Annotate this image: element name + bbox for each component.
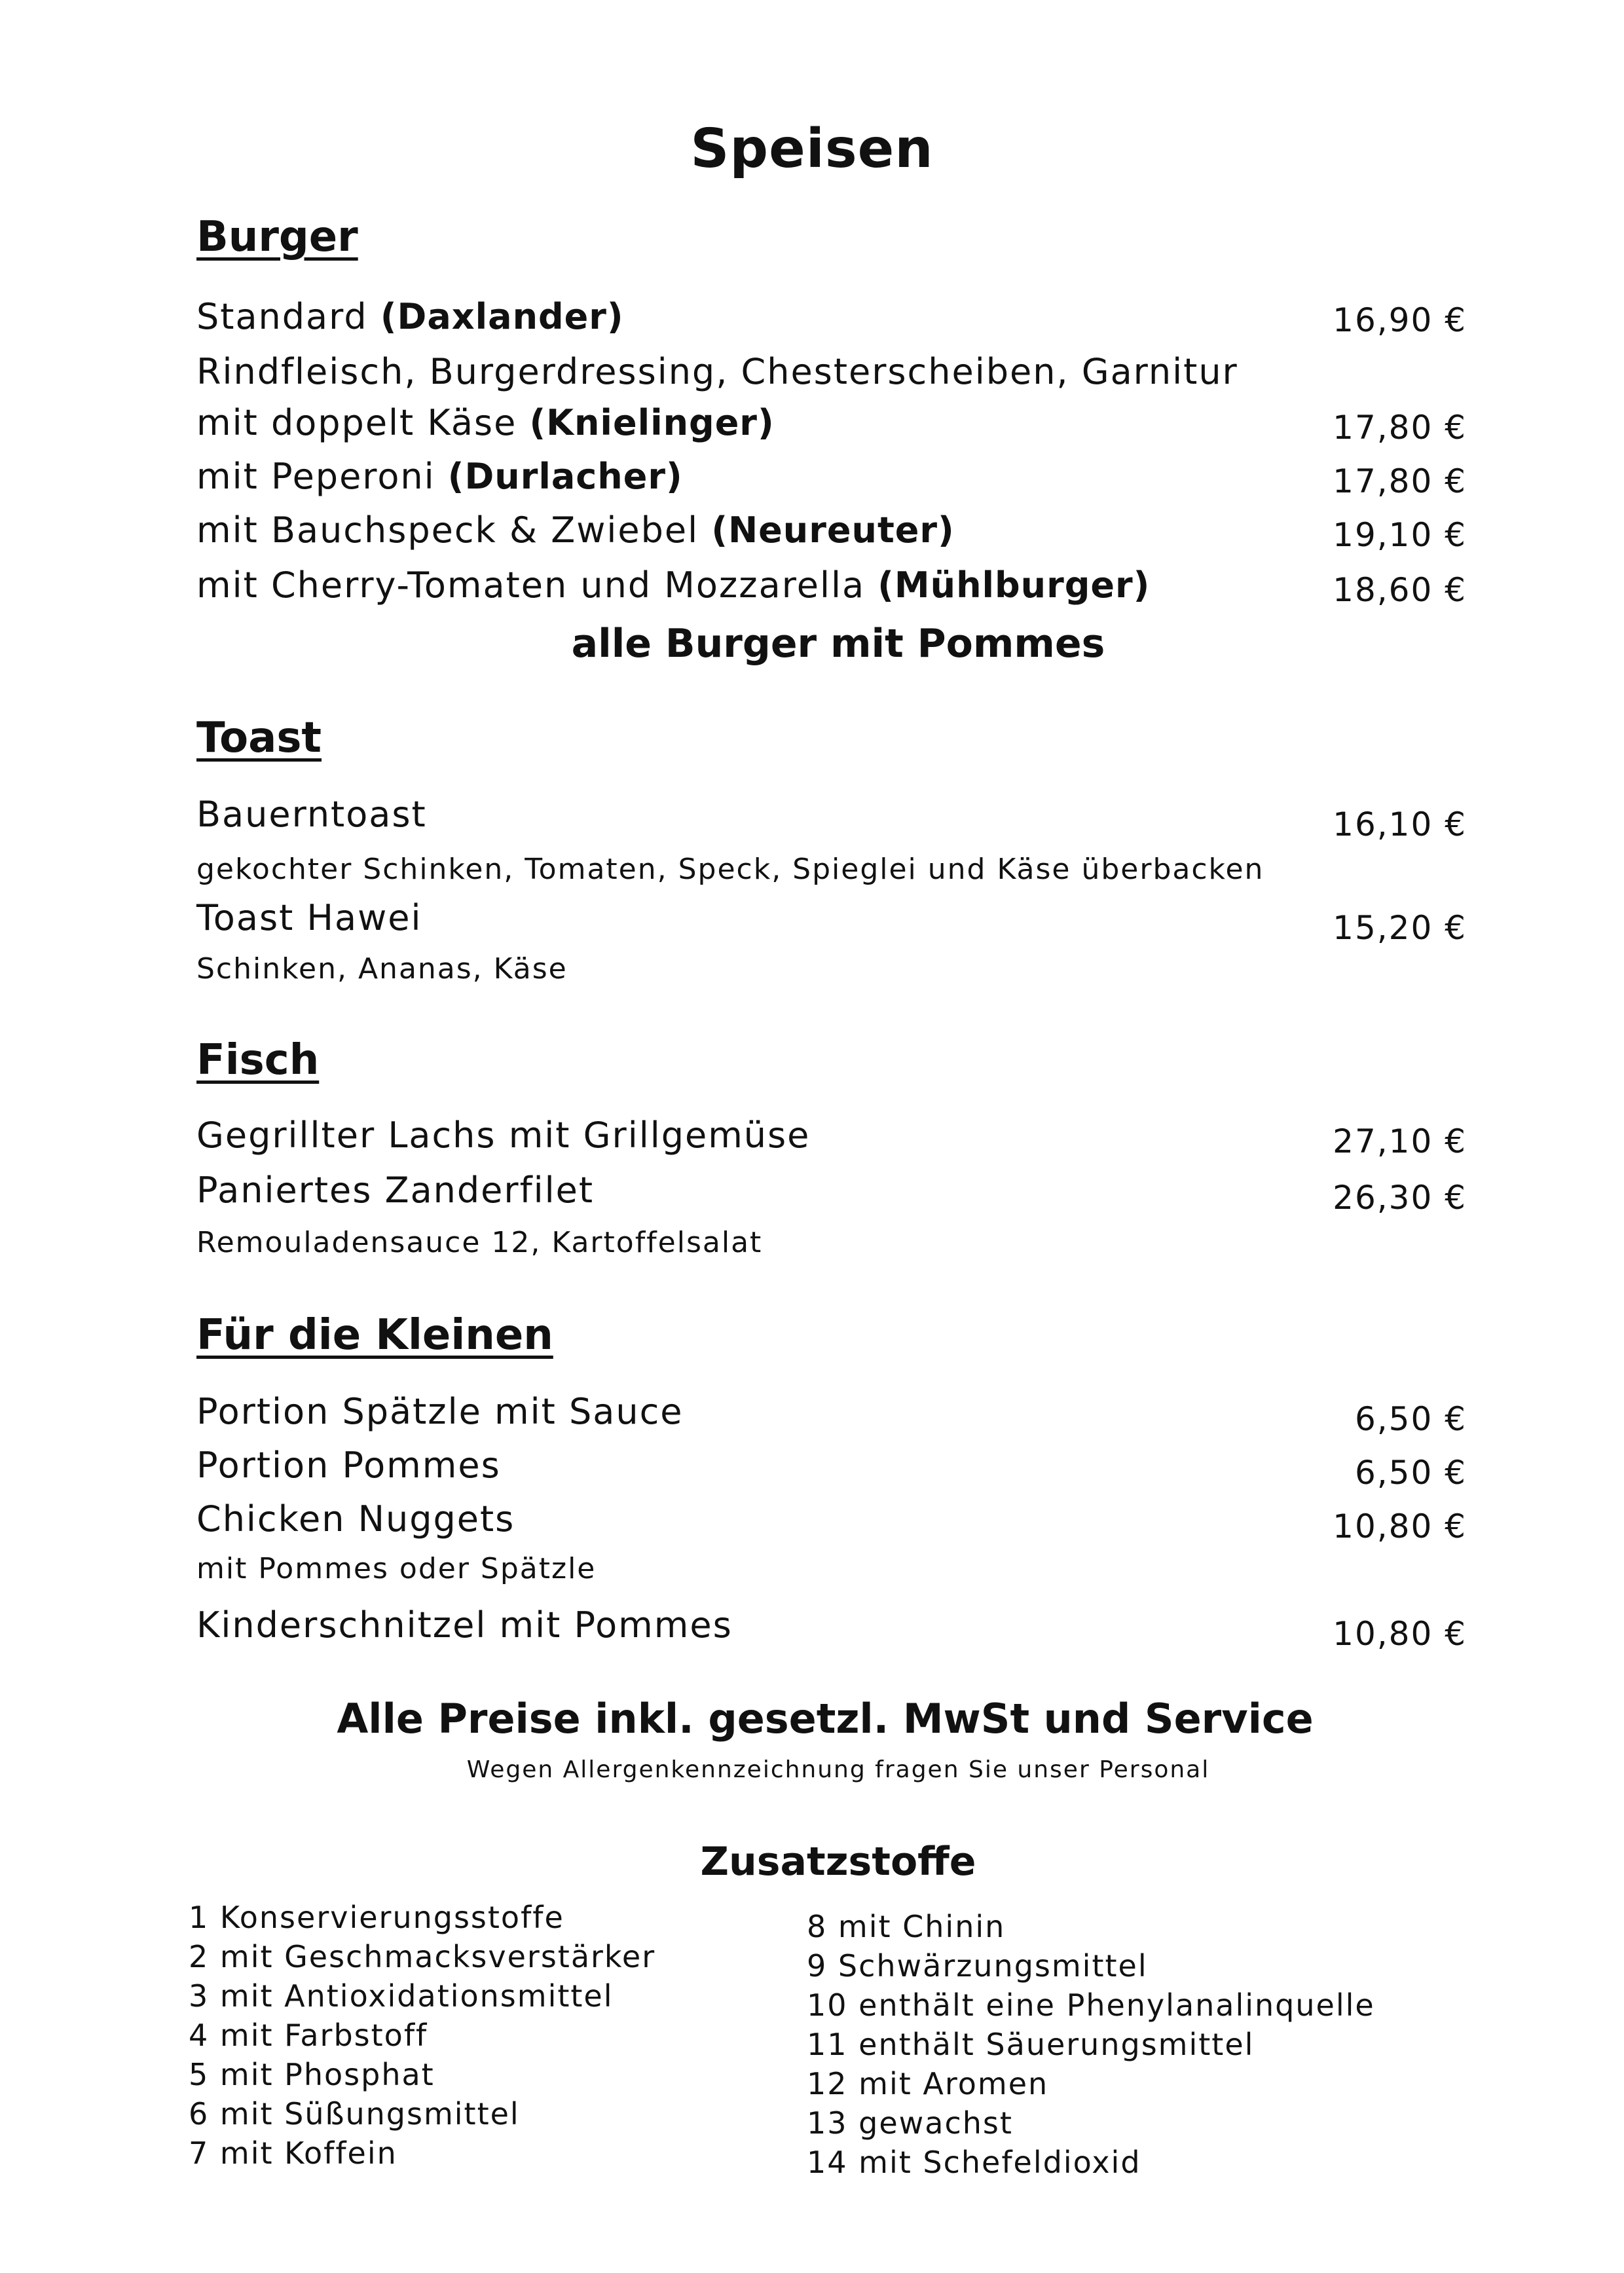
item-tag: (Mühlburger): [877, 564, 1151, 606]
zusatzstoff-item: 5 mit Phosphat: [189, 2057, 435, 2092]
menu-item-bauchspeck: [196, 509, 955, 551]
zusatzstoff-item: 13 gewachst: [807, 2105, 1013, 2141]
price-standard: 16,90 €: [1333, 301, 1467, 339]
zusatzstoffe-heading: Zusatzstoffe: [700, 1839, 976, 1885]
menu-item-spaetzle: Portion Spätzle mit Sauce: [196, 1391, 684, 1432]
price-bauchspeck: 19,10 €: [1333, 516, 1467, 554]
zusatzstoff-item: 11 enthält Säuerungsmittel: [807, 2027, 1255, 2062]
zusatzstoffe-right-list: [807, 1907, 1375, 2182]
menu-item-kaese: [196, 402, 775, 443]
menu-item-lachs: Gegrillter Lachs mit Grillgemüse: [196, 1115, 811, 1156]
price-spaetzle: 6,50 €: [1354, 1400, 1467, 1438]
price-toast-hawei: 15,20 €: [1333, 909, 1467, 947]
price-cherry: 18,60 €: [1333, 571, 1467, 609]
zusatzstoff-item: 3 mit Antioxidationsmittel: [189, 1978, 614, 2014]
menu-item-cherry: [196, 564, 1150, 606]
price-schnitzel: 10,80 €: [1333, 1615, 1467, 1653]
menu-item-nuggets: Chicken Nuggets: [196, 1498, 515, 1540]
item-desc-toast-hawei: Schinken, Ananas, Käse: [196, 952, 568, 986]
menu-item-toast-hawei: Toast Hawei: [196, 897, 422, 938]
zusatzstoff-item: 4 mit Farbstoff: [189, 2018, 428, 2053]
item-name: mit Bauchspeck & Zwiebel: [196, 509, 699, 551]
zusatzstoff-item: 12 mit Aromen: [807, 2066, 1049, 2101]
item-desc-nuggets: mit Pommes oder Spätzle: [196, 1552, 597, 1585]
zusatzstoff-item: 8 mit Chinin: [807, 1909, 1006, 1944]
price-pommes: 6,50 €: [1354, 1454, 1467, 1492]
zusatzstoff-item: 2 mit Geschmacksverstärker: [189, 1939, 656, 1974]
menu-item-schnitzel: Kinderschnitzel mit Pommes: [196, 1604, 733, 1646]
price-kaese: 17,80 €: [1333, 409, 1467, 447]
price-zander: 26,30 €: [1333, 1179, 1467, 1217]
item-tag: (Durlacher): [447, 456, 683, 497]
item-name: mit Peperoni: [196, 456, 435, 497]
menu-item-pommes: Portion Pommes: [196, 1445, 501, 1486]
section-heading-kleinen: Für die Kleinen: [196, 1311, 553, 1359]
zusatzstoff-item: 7 mit Koffein: [189, 2135, 397, 2171]
zusatzstoffe-left-list: [189, 1898, 655, 2173]
menu-item-peperoni: [196, 456, 683, 497]
item-tag: (Neureuter): [711, 509, 955, 551]
item-name: mit Cherry-Tomaten und Mozzarella: [196, 564, 866, 606]
menu-item-zander: Paniertes Zanderfilet: [196, 1170, 594, 1211]
burger-note: alle Burger mit Pommes: [571, 621, 1105, 667]
price-bauerntoast: 16,10 €: [1333, 805, 1467, 843]
prices-note: Alle Preise inkl. gesetzl. MwSt und Service: [337, 1695, 1314, 1743]
zusatzstoff-item: 1 Konservierungsstoffe: [189, 1900, 564, 1935]
price-lachs: 27,10 €: [1333, 1122, 1467, 1160]
item-tag: (Knielinger): [529, 402, 775, 443]
item-desc-bauerntoast: gekochter Schinken, Tomaten, Speck, Spieglei und Käse überbacken: [196, 853, 1264, 886]
menu-item-bauerntoast: Bauerntoast: [196, 794, 427, 835]
item-name: mit doppelt Käse: [196, 402, 517, 443]
section-heading-fisch: Fisch: [196, 1036, 320, 1084]
zusatzstoff-item: 6 mit Süßungsmittel: [189, 2096, 520, 2132]
price-nuggets: 10,80 €: [1333, 1507, 1467, 1545]
section-heading-toast: Toast: [196, 714, 322, 762]
page-title: Speisen: [690, 118, 934, 180]
item-desc-standard: Rindfleisch, Burgerdressing, Chesterscheiben, Garnitur: [196, 351, 1238, 392]
zusatzstoff-item: 14 mit Schefeldioxid: [807, 2145, 1141, 2180]
zusatzstoff-item: 9 Schwärzungsmittel: [807, 1948, 1148, 1984]
allergen-note: Wegen Allergenkennzeichnung fragen Sie unser Personal: [466, 1756, 1210, 1783]
zusatzstoff-item: 10 enthält eine Phenylanalinquelle: [807, 1987, 1375, 2023]
item-name: Standard: [196, 296, 368, 337]
menu-item-standard: [196, 296, 624, 337]
item-desc-zander: Remouladensauce 12, Kartoffelsalat: [196, 1226, 763, 1259]
section-heading-burger: Burger: [196, 213, 358, 261]
price-peperoni: 17,80 €: [1333, 462, 1467, 500]
item-tag: (Daxlander): [380, 296, 624, 337]
